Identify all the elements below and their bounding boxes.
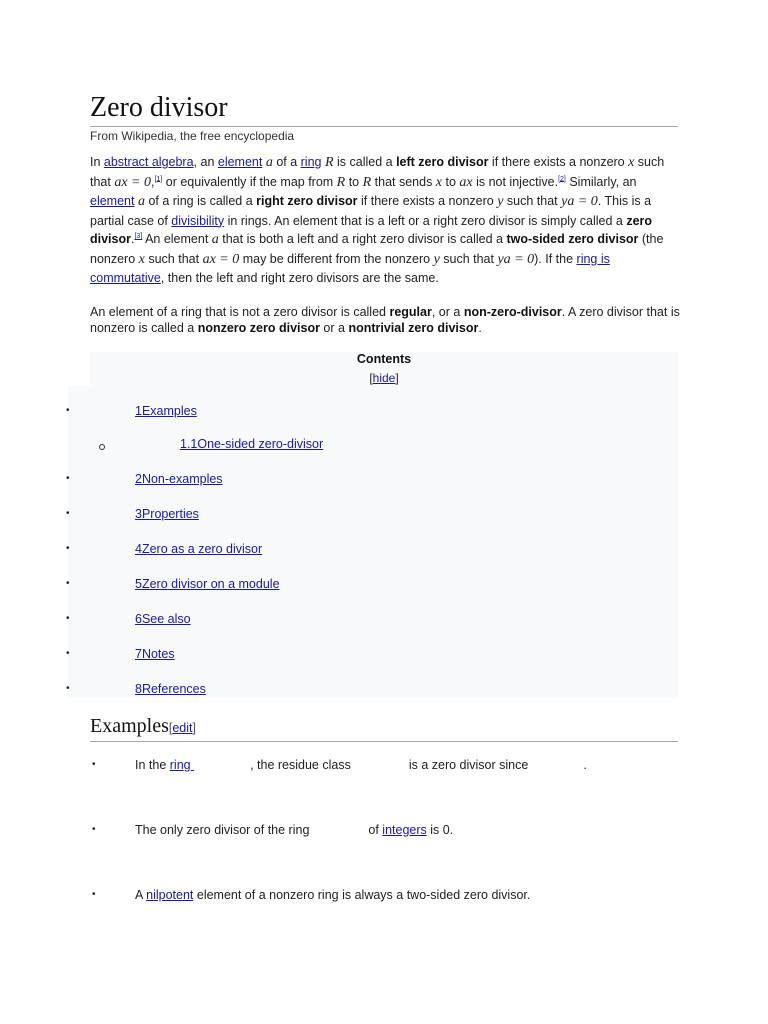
toc-item-references[interactable]: 8References (135, 682, 206, 696)
reference-2[interactable]: [2] (558, 175, 566, 183)
term-regular: regular (389, 305, 432, 319)
link-ring-is-commutative[interactable]: ring is commutative (90, 251, 610, 285)
term-right-zero-divisor: right zero divisor (256, 194, 358, 208)
regular-paragraph: An element of a ring that is not a zero divisor is called regular, or a non-zero-divisor. A zero divisor that is nonzero is called a nonzero zero divisor or a nontrivial zero divisor. (90, 305, 680, 335)
list-bullet: • (92, 759, 96, 770)
toc-bullet: • (66, 648, 70, 659)
toc-item-properties[interactable]: 3Properties (135, 507, 199, 521)
link-element[interactable]: element (217, 155, 263, 169)
term-nontrivial-zero-divisor: nontrivial zero divisor (348, 321, 479, 335)
toc-title: Contents (356, 352, 412, 366)
link-element-2[interactable]: element (90, 194, 135, 208)
example-item-nilpotent: A nilpotent element of a nonzero ring is always a two-sided zero divisor. (135, 888, 531, 902)
link-ring[interactable]: ring (300, 155, 322, 169)
toc-hide-link[interactable]: hide (372, 371, 396, 385)
toc-bullet: • (66, 578, 70, 589)
toc-item-one-sided-zero-divisor[interactable]: 1.1One-sided zero-divisor (180, 437, 324, 451)
page-title: Zero divisor (90, 92, 678, 127)
toc-bullet: • (66, 405, 70, 416)
section-heading-examples: Examples[edit] (90, 714, 678, 742)
term-zero-divisor: zero divisor (90, 213, 653, 246)
toc-item-notes[interactable]: 7Notes (135, 647, 175, 661)
toc-item-examples[interactable]: 1Examples (135, 404, 197, 418)
term-two-sided-zero-divisor: two-sided zero divisor (506, 232, 639, 246)
toc-item-zero-divisor-on-module[interactable]: 5Zero divisor on a module (135, 577, 280, 591)
list-bullet: • (92, 889, 96, 900)
edit-section: [edit] (168, 721, 196, 735)
list-bullet: • (92, 824, 96, 835)
intro-paragraph: In abstract algebra, an element a of a ring R is called a left zero divisor if there exists a nonzero x such that ax = 0,[1] or equivalently if the map from R to R that sends x to ax is not injective.[2] Similarly, an element a of a ring is called a right zero divisor if there exists a nonzero y such that ya = 0. This is a partial case of divisibility in rings. An element that is a left or a right zero divisor is simply called a zero divisor.[3] An element a that is both a left and a right zero divisor is called a two-sided zero divisor (the nonzero x such that ax = 0 may be different from the nonzero y such that ya = 0). If the ring is commutative, then the left and right zero divisors are the same. (90, 155, 665, 285)
link-abstract-algebra[interactable]: abstract algebra (103, 155, 194, 169)
edit-link[interactable]: edit (172, 721, 193, 735)
link-ring-example[interactable]: ring (169, 758, 191, 772)
reference-3[interactable]: [3] (134, 232, 143, 240)
term-non-zero-divisor: non-zero-divisor (463, 305, 562, 319)
toc-item-see-also[interactable]: 6See also (135, 612, 191, 626)
term-left-zero-divisor: left zero divisor (396, 155, 489, 169)
toc-hide-toggle: [hide] (369, 371, 399, 385)
toc-item-zero-as-zero-divisor[interactable]: 4Zero as a zero divisor (135, 542, 263, 556)
toc-bullet: • (66, 543, 70, 554)
tagline: From Wikipedia, the free encyclopedia (90, 129, 295, 143)
link-integers[interactable]: integers (382, 823, 427, 837)
example-item-residue-class: In the ring , the residue class is a zero divisor since . (135, 758, 587, 772)
link-divisibility[interactable]: divisibility (171, 213, 225, 228)
toc-bullet: • (66, 473, 70, 484)
reference-1[interactable]: [1] (154, 175, 163, 183)
toc-sub-bullet (99, 444, 105, 450)
link-nilpotent[interactable]: nilpotent (146, 888, 194, 902)
term-nonzero-zero-divisor: nonzero zero divisor (197, 321, 320, 335)
toc-item-non-examples[interactable]: 2Non-examples (135, 472, 223, 486)
toc-bullet: • (66, 508, 70, 519)
toc-bullet: • (66, 613, 70, 624)
example-item-integers: The only zero divisor of the ring of integers is 0. (135, 823, 454, 837)
toc-bullet: • (66, 683, 70, 694)
